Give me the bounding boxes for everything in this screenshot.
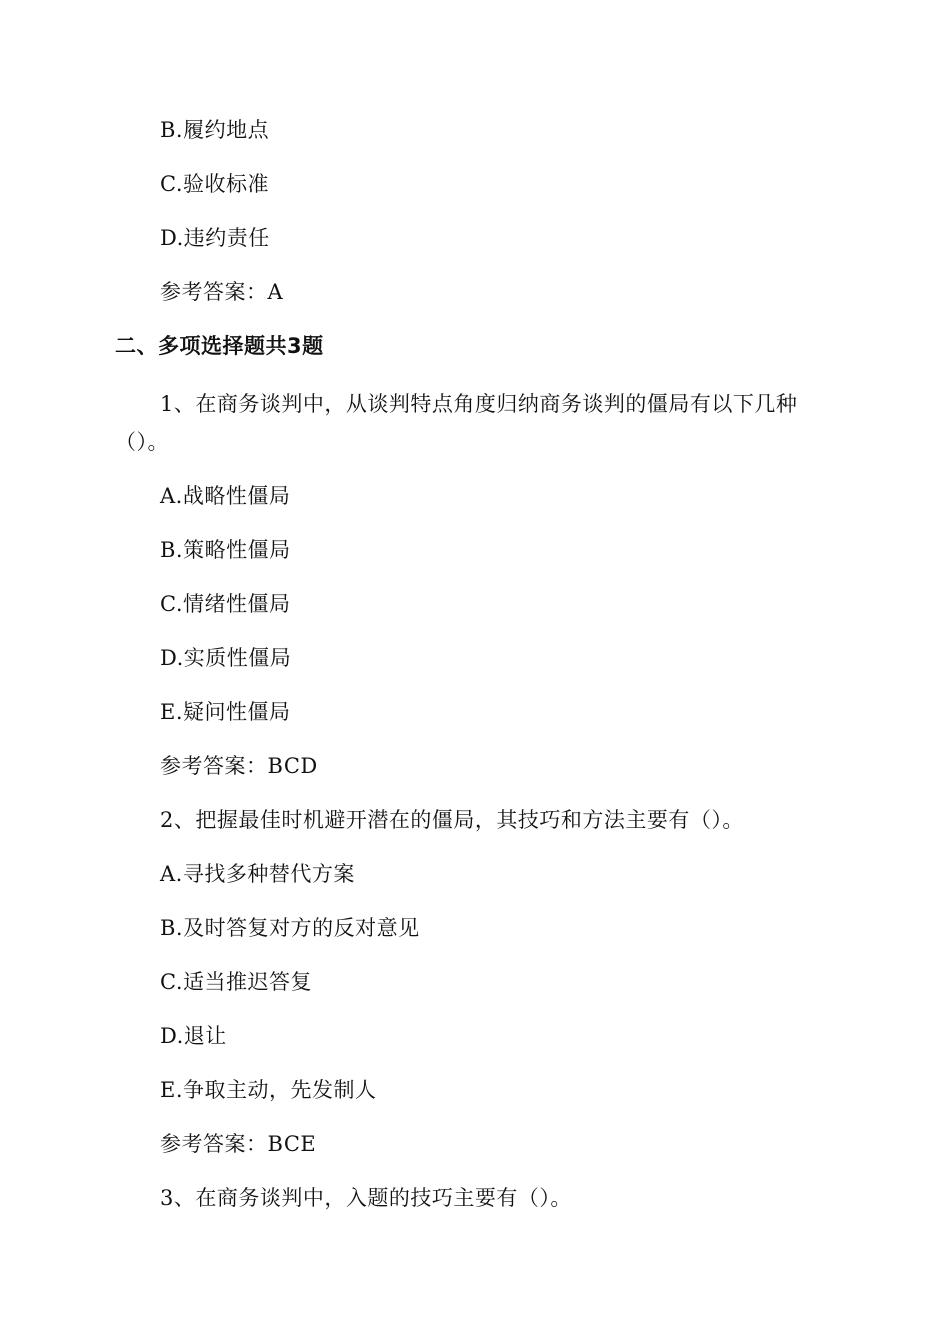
option-c: C.适当推迟答复 xyxy=(160,970,312,994)
question-stem: 3、在商务谈判中，入题的技巧主要有（）。 xyxy=(160,1186,572,1210)
answer-line: 参考答案：A xyxy=(160,280,284,304)
answer-line: 参考答案：BCD xyxy=(160,754,318,778)
option-e: E.疑问性僵局 xyxy=(160,700,291,724)
option-b: B.履约地点 xyxy=(160,118,270,142)
option-c: C.情绪性僵局 xyxy=(160,592,291,616)
question-stem: 2、把握最佳时机避开潜在的僵局，其技巧和方法主要有（）。 xyxy=(160,808,744,832)
question-stem: 1、在商务谈判中，从谈判特点角度归纳商务谈判的僵局有以下几种 xyxy=(160,392,798,416)
option-e: E.争取主动，先发制人 xyxy=(160,1078,377,1102)
option-a: A.寻找多种替代方案 xyxy=(160,862,355,886)
option-d: D.实质性僵局 xyxy=(160,646,292,670)
question-stem-continued: （）。 xyxy=(115,430,169,454)
option-a: A.战略性僵局 xyxy=(160,484,291,508)
answer-line: 参考答案：BCE xyxy=(160,1132,317,1156)
option-d: D.违约责任 xyxy=(160,226,270,250)
option-c: C.验收标准 xyxy=(160,172,269,196)
option-b: B.及时答复对方的反对意见 xyxy=(160,916,420,940)
section-heading: 二、多项选择题共3题 xyxy=(115,334,324,358)
option-b: B.策略性僵局 xyxy=(160,538,291,562)
option-d: D.退让 xyxy=(160,1024,227,1048)
